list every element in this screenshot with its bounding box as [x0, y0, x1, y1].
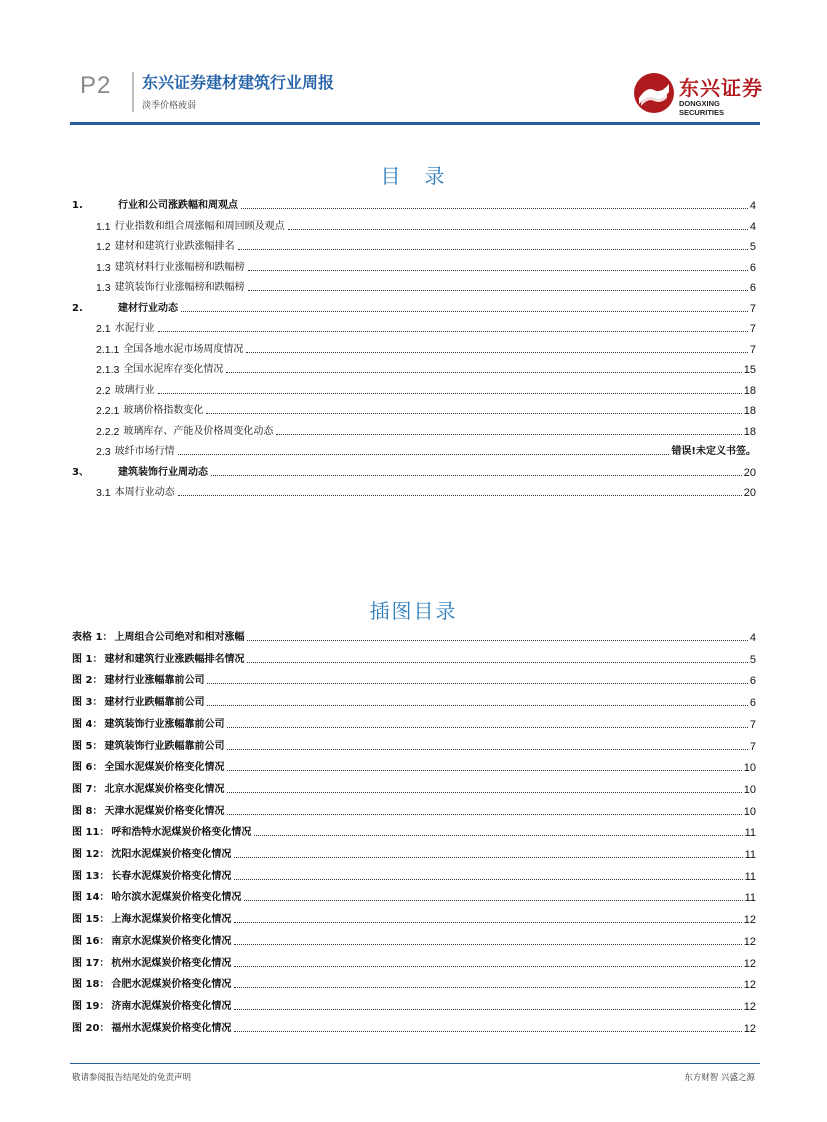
- toc-entry-label: 建筑装饰行业周动态: [118, 466, 208, 478]
- figure-entry-page: 7: [749, 718, 756, 731]
- figure-entry[interactable]: [72, 823, 756, 839]
- toc-entry-label: 建筑材料行业涨幅榜和跌幅榜: [114, 261, 245, 273]
- toc-entry-page: 20: [743, 466, 756, 479]
- figure-entry-label: 济南水泥煤炭价格变化情况: [111, 1000, 232, 1012]
- toc-entry[interactable]: [72, 237, 756, 253]
- figure-entry[interactable]: [72, 693, 756, 709]
- toc-entry-label: 行业指数和组合周涨幅和周回顾及观点: [114, 220, 285, 232]
- figure-entry-page: 6: [749, 675, 756, 688]
- figure-entry-page: 10: [743, 762, 756, 775]
- toc-entry-page: 4: [749, 200, 756, 212]
- figure-entry[interactable]: [72, 932, 756, 948]
- figure-entry-number: 图 7：: [72, 783, 103, 795]
- figure-entry-number: 图 20：: [72, 1022, 110, 1034]
- dot-leader: [227, 726, 747, 728]
- toc-entry-number: 3.1: [96, 487, 111, 499]
- page-header: [70, 62, 763, 124]
- figure-entry[interactable]: [72, 628, 756, 644]
- figure-entry[interactable]: [72, 715, 756, 731]
- dot-leader: [227, 748, 747, 750]
- figure-entry[interactable]: [72, 867, 756, 883]
- toc-entry-label: 全国各地水泥市场周度情况: [123, 343, 244, 355]
- figure-entry-number: 图 12：: [72, 849, 110, 860]
- figure-entry-page: 10: [743, 783, 756, 796]
- toc-title: 目 录: [380, 164, 447, 188]
- figure-entry-label: 南京水泥煤炭价格变化情况: [111, 935, 232, 947]
- figure-entry-page: 12: [743, 1000, 756, 1013]
- toc-entry-page: 6: [749, 261, 756, 274]
- figure-entry-label: 杭州水泥煤炭价格变化情况: [111, 957, 232, 969]
- figure-entry-page: 12: [743, 957, 756, 970]
- toc-entry-page: 15: [743, 364, 756, 376]
- figure-list-title: 插图目录: [369, 599, 458, 623]
- dot-leader: [234, 1030, 741, 1032]
- figure-entry-number: 图 11：: [72, 827, 110, 839]
- figure-entry-label: 长春水泥煤炭价格变化情况: [111, 870, 232, 882]
- figure-entry-number: 图 18：: [72, 979, 110, 991]
- dot-leader: [288, 228, 748, 230]
- figure-entry-label: 天津水泥煤炭价格变化情况: [104, 805, 225, 817]
- toc-entry[interactable]: [72, 442, 756, 458]
- figure-entry-label: 建筑装饰行业跌幅靠前公司: [104, 740, 225, 752]
- figure-entry-number: 图 3：: [72, 697, 103, 709]
- dot-leader: [246, 351, 748, 353]
- toc-entry-label: 水泥行业: [114, 323, 155, 334]
- toc-entry[interactable]: [72, 463, 756, 479]
- figure-entry-number: 图 13：: [72, 870, 110, 882]
- dot-leader: [234, 1008, 741, 1010]
- toc-entry-number: 2.3: [96, 446, 111, 458]
- figure-entry[interactable]: [72, 737, 756, 753]
- figure-entry-number: 图 4：: [72, 718, 103, 730]
- figure-entry-number: 表格 1：: [72, 632, 113, 643]
- toc-entry-number: 1.3: [96, 282, 111, 294]
- toc-entry[interactable]: [72, 196, 756, 212]
- figure-entry[interactable]: [72, 888, 756, 904]
- figure-entry-number: 图 19：: [72, 1000, 110, 1012]
- company-logo: [633, 70, 763, 116]
- toc-entry[interactable]: [72, 360, 756, 376]
- toc-entry-label: 建材行业动态: [118, 302, 178, 314]
- toc-entry[interactable]: [72, 299, 756, 315]
- toc-entry[interactable]: [72, 340, 756, 356]
- figure-entry-label: 沈阳水泥煤炭价格变化情况: [111, 849, 232, 860]
- toc-entry-number: 2.1.1: [96, 343, 120, 356]
- toc-entry-page: 5: [749, 241, 756, 253]
- logo-chinese-name: 东兴证券: [679, 76, 763, 100]
- figure-entry[interactable]: [72, 997, 756, 1013]
- toc-entry[interactable]: [72, 422, 756, 438]
- dot-leader: [206, 412, 741, 414]
- company-slogan: 东方财智 兴盛之源: [684, 1073, 755, 1083]
- figure-entry-page: 12: [743, 979, 756, 992]
- figure-entry-page: 11: [744, 849, 756, 861]
- toc-entry-page: 错误!未定义书签。: [671, 446, 756, 457]
- dot-leader: [178, 453, 670, 455]
- disclaimer-note: 敬请参阅报告结尾处的免责声明: [72, 1073, 192, 1083]
- figure-entry-label: 建材行业跌幅靠前公司: [104, 697, 205, 709]
- toc-entry-number: 2.1: [96, 323, 111, 335]
- figure-entry[interactable]: [72, 975, 756, 991]
- toc-entry-label: 玻璃行业: [114, 384, 155, 396]
- figure-entry[interactable]: [72, 650, 756, 666]
- dot-leader: [276, 433, 741, 435]
- toc-entry-number: 2.2.2: [96, 425, 120, 438]
- figure-entry[interactable]: [72, 910, 756, 926]
- figure-entry[interactable]: [72, 758, 756, 774]
- figure-entry-label: 福州水泥煤炭价格变化情况: [111, 1022, 232, 1034]
- figure-entry-number: 图 5：: [72, 740, 103, 752]
- toc-entry-page: 20: [743, 487, 756, 499]
- dot-leader: [207, 682, 747, 684]
- figure-entry-label: 建材行业涨幅靠前公司: [104, 675, 205, 687]
- toc-entry-label: 玻璃库存、产能及价格周变化动态: [123, 425, 274, 437]
- figure-entry-number: 图 8：: [72, 805, 103, 817]
- toc-entry-label: 全国水泥库存变化情况: [123, 364, 224, 375]
- header-divider: [132, 72, 134, 112]
- toc-entry-number: 1.3: [96, 261, 111, 274]
- toc-entry-number: 2.2: [96, 384, 111, 397]
- toc-entry-number: 2.1.3: [96, 364, 120, 376]
- footer-rule: [70, 1063, 760, 1064]
- dot-leader: [248, 269, 748, 271]
- figure-entry[interactable]: [72, 802, 756, 818]
- toc-entry-label: 建材和建筑行业跌涨幅排名: [114, 241, 235, 252]
- header-rule: [70, 122, 760, 125]
- toc-entry[interactable]: [72, 258, 756, 274]
- toc-entry[interactable]: [72, 401, 756, 417]
- figure-entry-page: 11: [744, 892, 756, 905]
- toc-entry-page: 18: [743, 405, 756, 417]
- dot-leader: [234, 878, 742, 880]
- dot-leader: [254, 834, 742, 836]
- dot-leader: [234, 943, 741, 945]
- dot-leader: [158, 330, 748, 332]
- toc-entry-page: 7: [749, 302, 756, 315]
- figure-entry-label: 合肥水泥煤炭价格变化情况: [111, 979, 232, 991]
- dot-leader: [227, 813, 741, 815]
- toc-entry-page: 4: [749, 220, 756, 233]
- toc-entry[interactable]: [72, 217, 756, 233]
- figure-entry-page: 10: [743, 805, 756, 818]
- figure-entry-label: 上周组合公司绝对和相对涨幅: [114, 632, 245, 643]
- toc-entry-number: 2.2.1: [96, 405, 120, 417]
- dot-leader: [227, 791, 741, 793]
- figure-entry[interactable]: [72, 845, 756, 861]
- figure-entry-page: 5: [749, 653, 756, 666]
- toc-entry-label: 玻璃价格指数变化: [123, 405, 204, 416]
- toc-entry-number: 3、: [72, 466, 89, 478]
- dot-leader: [247, 639, 747, 641]
- dot-leader: [234, 986, 741, 988]
- toc-entry-page: 18: [743, 425, 756, 438]
- figure-entry-number: 图 1：: [72, 653, 103, 665]
- dot-leader: [211, 474, 742, 476]
- toc-entry-page: 18: [743, 384, 756, 397]
- figure-entry-number: 图 2：: [72, 675, 103, 687]
- dot-leader: [234, 856, 742, 858]
- dot-leader: [234, 921, 741, 923]
- figure-entry-page: 6: [749, 697, 756, 710]
- figure-entry-label: 上海水泥煤炭价格变化情况: [111, 914, 232, 926]
- toc-entry[interactable]: [72, 483, 756, 499]
- dot-leader: [178, 494, 742, 496]
- dot-leader: [244, 899, 742, 901]
- dot-leader: [248, 289, 748, 291]
- figure-entry-label: 北京水泥煤炭价格变化情况: [104, 783, 225, 795]
- dot-leader: [226, 371, 741, 373]
- figure-entry[interactable]: [72, 780, 756, 796]
- figure-entry-page: 11: [744, 870, 756, 883]
- figure-entry-page: 12: [743, 914, 756, 927]
- toc-entry-page: 7: [749, 343, 756, 356]
- report-title: 东兴证券建材建筑行业周报: [142, 73, 335, 92]
- dongxing-logo-icon: [633, 72, 675, 114]
- figure-entry-page: 4: [749, 632, 756, 644]
- figure-entry[interactable]: [72, 954, 756, 970]
- toc-entry-number: 2.: [72, 302, 83, 314]
- toc-entry-label: 本周行业动态: [114, 487, 175, 498]
- figure-entry-label: 建筑装饰行业涨幅靠前公司: [104, 718, 225, 730]
- figure-entry-page: 12: [743, 935, 756, 948]
- toc-entry-label: 行业和公司涨跌幅和周观点: [118, 200, 238, 211]
- dot-leader: [207, 704, 747, 706]
- dot-leader: [238, 248, 748, 250]
- dot-leader: [241, 207, 748, 209]
- figure-entry-number: 图 14：: [72, 892, 110, 904]
- toc-entry[interactable]: [72, 278, 756, 294]
- toc-entry-page: 6: [749, 282, 756, 294]
- figure-entry-label: 哈尔滨水泥煤炭价格变化情况: [111, 892, 242, 904]
- page-number: P2: [80, 72, 112, 99]
- toc-entry[interactable]: [72, 381, 756, 397]
- dot-leader: [234, 965, 741, 967]
- figure-entry-label: 建材和建筑行业涨跌幅排名情况: [104, 653, 245, 665]
- logo-english-name: DONGXING SECURITIES: [679, 99, 725, 117]
- figure-entry-label: 呼和浩特水泥煤炭价格变化情况: [111, 827, 252, 839]
- dot-leader: [227, 769, 741, 771]
- figure-entry-page: 11: [744, 827, 756, 840]
- dot-leader: [247, 661, 747, 663]
- toc-entry-label: 玻纤市场行情: [114, 446, 175, 457]
- figure-entry-page: 12: [743, 1022, 756, 1035]
- toc-entry-number: 1.: [72, 200, 83, 211]
- dot-leader: [158, 392, 742, 394]
- figure-entry-label: 全国水泥煤炭价格变化情况: [104, 762, 225, 774]
- figure-entry-number: 图 17：: [72, 957, 110, 969]
- figure-entry-number: 图 15：: [72, 914, 110, 926]
- figure-entry-number: 图 6：: [72, 762, 103, 774]
- toc-entry-label: 建筑装饰行业涨幅榜和跌幅榜: [114, 282, 245, 293]
- figure-entry-page: 7: [749, 740, 756, 753]
- figure-entry[interactable]: [72, 1019, 756, 1035]
- dot-leader: [181, 310, 748, 312]
- report-subtitle: 淡季价格疲弱: [142, 101, 197, 111]
- figure-entry[interactable]: [72, 671, 756, 687]
- toc-entry[interactable]: [72, 319, 756, 335]
- figure-entry-number: 图 16：: [72, 935, 110, 947]
- toc-entry-page: 7: [749, 323, 756, 335]
- toc-entry-number: 1.1: [96, 220, 111, 233]
- toc-entry-number: 1.2: [96, 241, 111, 253]
